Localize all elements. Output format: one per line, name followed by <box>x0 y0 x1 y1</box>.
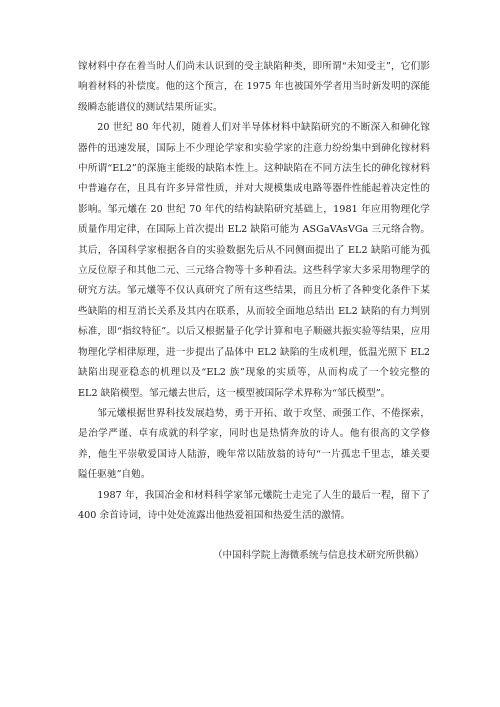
paragraph-final: 1987 年，我国冶金和材料科学家邹元爔院士走完了人生的最后一程，留下了 400 余首诗词，诗中处处流露出他热爱祖国和热爱生活的激情。 <box>78 489 430 521</box>
paragraph-el2-research: 20 世纪 80 年代初，随着人们对半导体材料中缺陷研究的不断深入和砷化镓器件的迅速发展，国际上不少理论学家和实验学家的注意力纷纷集中到砷化镓材料中所谓“EL2”的深施主能级的缺陷本性上。这种缺陷在不同方法生长的砷化镓材料中普遍存在，且具有许多异常性质，并对大规模集成电路等器件性能起着决定性的影响。邹元爔在 20 世纪 70 年代的结构缺陷研究基础上，1981 年应用物理化学质量作用定律，在国际上首次提出 EL2 缺陷可能为 ASGaVAsVGa 三元络合物。其后，各国科学家根据各自的实验数据先后从不同侧面提出了 EL2 缺陷可能为孤立反位原子和其他二元、三元络合物等十多种看法。这些科学家大多采用物理学的研究方法。邹元爔等不仅认真研究了所有这些结果，而且分析了各种变化条件下某些缺陷的相互消长关系及其内在联系，从而较全面地总结出 EL2 缺陷的有力判别标准，即“指纹特征”。以后又根据量子化学计算和电子顺磁共振实验等结果，应用物理化学相律原理，进一步提出了晶体中 EL2 缺陷的生成机理，低温光照下 EL2 缺陷出现亚稳态的机理以及“EL2 族”现象的实质等，从而构成了一个较完整的 EL2 缺陷模型。邹元爔去世后，这一模型被国际学术界称为“邹氏模型”。 <box>78 122 430 399</box>
paragraph-character: 邹元爔根据世界科技发展趋势，勇于开拓、敢于攻坚、顽强工作、不倦探索，是治学严谨、卓有成就的科学家，同时也是热情奔放的诗人。他有很高的文学修养，他生平崇敬爱国诗人陆游，晚年常以陆放翁的诗句“一片孤忠千里志，雄关要隘任驱驰”自勉。 <box>78 407 430 481</box>
paragraph-continued: 镓材料中存在着当时人们尚未认识到的受主缺陷种类，即所谓“未知受主”，它们影响着材料的补偿度。他的这个预言，在 1975 年也被国外学者用当时新发明的深能级瞬态能谱仪的测试结果所证实。 <box>78 61 430 113</box>
source-attribution: （中国科学院上海微系统与信息技术研究所供稿） <box>212 550 424 562</box>
